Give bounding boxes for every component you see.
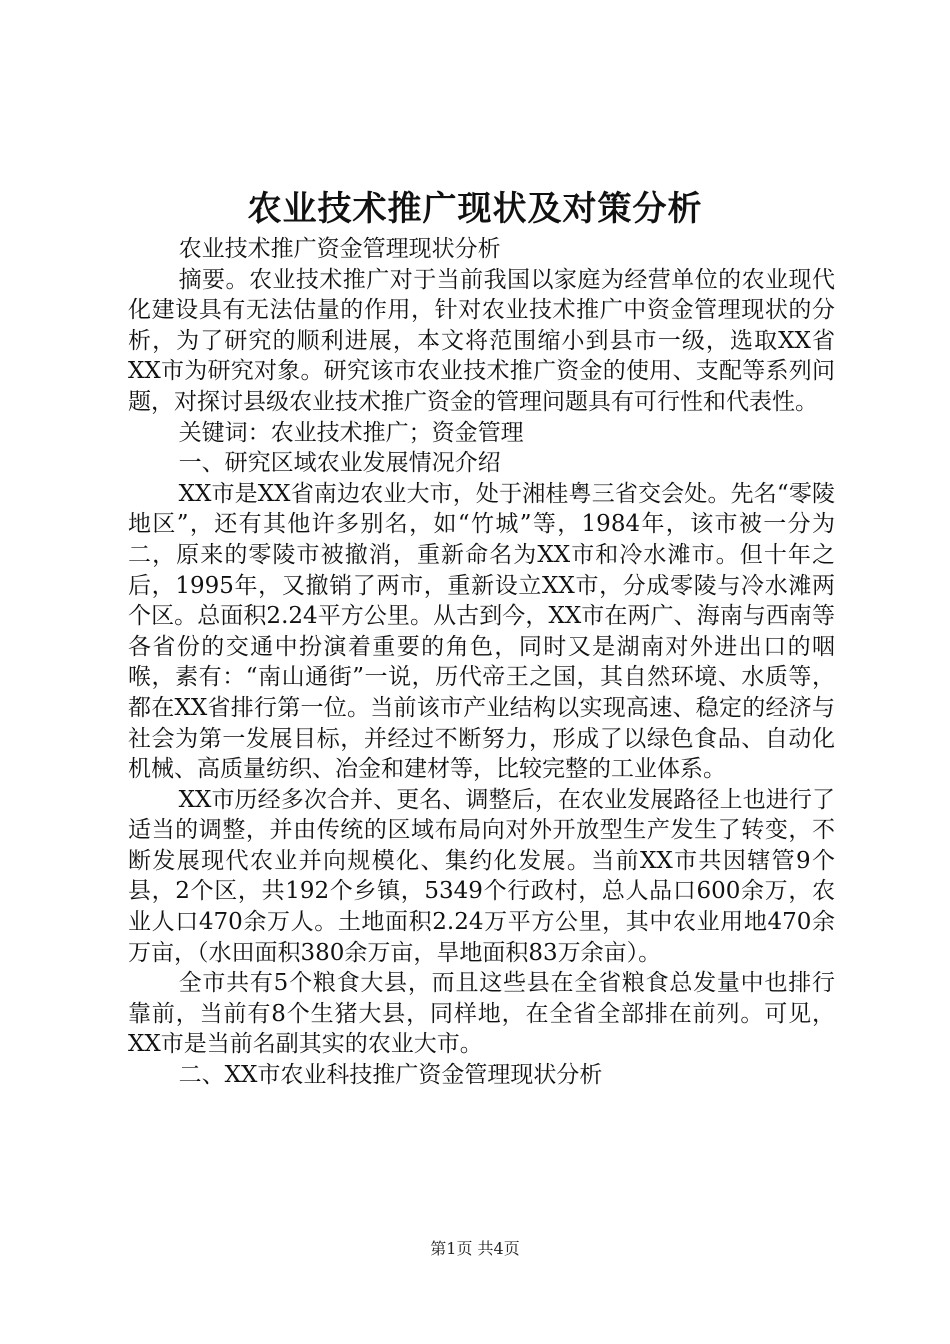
subtitle-paragraph: 农业技术推广资金管理现状分析 bbox=[178, 236, 501, 262]
abstract-paragraph: 摘要。农业技术推广对于当前我国以家庭为经营单位的农业现代化建设具有无法估量的作用，针对农业技术推广中资金管理现状的分析，为了研究的顺利进展，本文将范围缩小到县市一级，选取XX省XX市为研究对象。研究该市农业技术推广资金的使用、支配等系列问题，对探讨县级农业技术推广资金的管理问题具有可行性和代表性。 bbox=[128, 266, 835, 415]
page-footer: 第1页 共4页 bbox=[430, 1239, 520, 1258]
body-paragraph: 全市共有5个粮食大县，而且这些县在全省粮食总发量中也排行靠前，当前有8个生猪大县，同样地，在全省全部排在前列。可见，XX市是当前名副其实的农业大市。 bbox=[128, 970, 835, 1058]
keywords-paragraph: 关键词：农业技术推广；资金管理 bbox=[178, 419, 524, 446]
section-heading-2: 二、XX市农业科技推广资金管理现状分析 bbox=[178, 1062, 603, 1089]
body-paragraph: XX市是XX省南边农业大市，处于湘桂粤三省交会处。先名“零陵地区”，还有其他许多别名，如“竹城”等，1984年，该市被一分为二，原来的零陵市被撤消，重新命名为XX市和冷水滩市。但十年之后，1995年，又撤销了两市，重新设立XX市，分成零陵与冷水滩两个区。总面积2.24平方公里。从古到今，XX市在两广、海南与西南等各省份的交通中扮演着重要的角色，同时又是湖南对外进出口的咽喉，素有：“南山通街”一说，历代帝王之国，其自然环境、水质等，都在XX省排行第一位。当前该市产业结构以实现高速、稳定的经济与社会为第一发展目标，并经过不断努力，形成了以绿色食品、自动化机械、高质量纺织、冶金和建材等，比较完整的工业体系。 bbox=[128, 480, 835, 783]
page-title: 农业技术推广现状及对策分析 bbox=[247, 189, 703, 229]
body-paragraph: XX市历经多次合并、更名、调整后，在农业发展路径上也进行了适当的调整，并由传统的区域布局向对外开放型生产发生了转变，不断发展现代农业并向规模化、集约化发展。当前XX市共因辖管9个县，2个区，共192个乡镇，5349个行政村，总人品口600余万，农业人口470余万人。土地面积2.24万平方公里，其中农业用地470余万亩，（水田面积380余万亩，旱地面积83万余亩）。 bbox=[128, 786, 835, 966]
section-heading-1: 一、研究区域农业发展情况介绍 bbox=[178, 450, 501, 477]
document-body bbox=[128, 234, 835, 1091]
